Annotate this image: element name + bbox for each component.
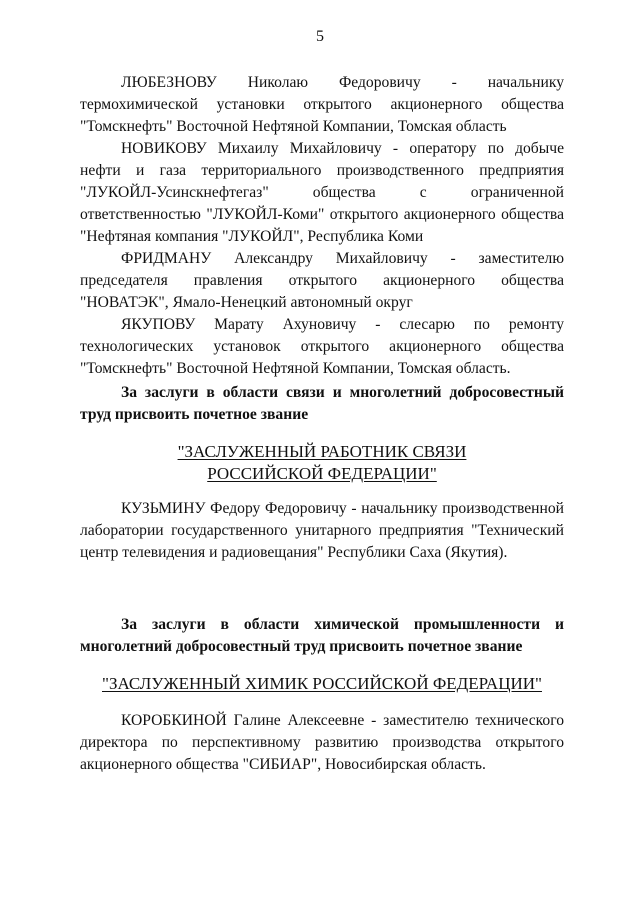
awardee-list-oil (80, 72, 564, 380)
awardee-list-chemistry (80, 710, 564, 776)
awardee-paragraph-lyubeznov: ЛЮБЕЗНОВУ Николаю Федоровичу - начальнику термохимической установки открытого акционерного общества "Томскнефть" Восточной Нефтяной Компании, Томская область (80, 74, 564, 135)
honorary-title-line-2: РОССИЙСКОЙ ФЕДЕРАЦИИ" (207, 464, 437, 483)
awardee-paragraph-korobkina: КОРОБКИНОЙ Галине Алексеевне - заместителю технического директора по перспективному развитию производства открытого акционерного общества "СИБИАР", Новосибирская область. (80, 712, 564, 773)
awardee-paragraph-yakupov: ЯКУПОВУ Марату Ахуновичу - слесарю по ремонту технологических установок открытого акционерного общества "Томскнефть" Восточной Нефтяной Компании, Томская область. (80, 316, 564, 377)
honorary-title-communications (80, 441, 564, 485)
page-number: 5 (316, 28, 324, 45)
awardee-paragraph-fridman: ФРИДМАНУ Александру Михайловичу - заместителю председателя правления открытого акционерного общества "НОВАТЭК", Ямало-Ненецкий автономный округ (80, 250, 564, 311)
honorary-title-line-1: "ЗАСЛУЖЕННЫЙ РАБОТНИК СВЯЗИ (177, 442, 467, 461)
awardee-list-communications (80, 498, 564, 564)
awardee-paragraph-kuzmin: КУЗЬМИНУ Федору Федоровичу - начальнику производственной лаборатории государственного унитарного предприятия "Технический центр телевидения и радиовещания" Республики Саха (Якутия). (80, 500, 564, 561)
awardee-paragraph-novikov: НОВИКОВУ Михаилу Михайловичу - оператору по добыче нефти и газа территориального производственного предприятия "ЛУКОЙЛ-Усинскнефтегаз" общества с ограниченной ответственностью "ЛУКОЙЛ-Коми" открытого акционерного общества "Нефтяная компания "ЛУКОЙЛ", Республика Коми (80, 140, 564, 245)
honorary-title-chemistry (80, 673, 564, 695)
honorary-title-chemist: "ЗАСЛУЖЕННЫЙ ХИМИК РОССИЙСКОЙ ФЕДЕРАЦИИ" (102, 674, 542, 693)
section-intro-communications: За заслуги в области связи и многолетний добросовестный труд присвоить почетное звание (80, 384, 564, 423)
section-intro-chemistry: За заслуги в области химической промышленности и многолетний добросовестный труд присвоить почетное звание (80, 616, 564, 655)
